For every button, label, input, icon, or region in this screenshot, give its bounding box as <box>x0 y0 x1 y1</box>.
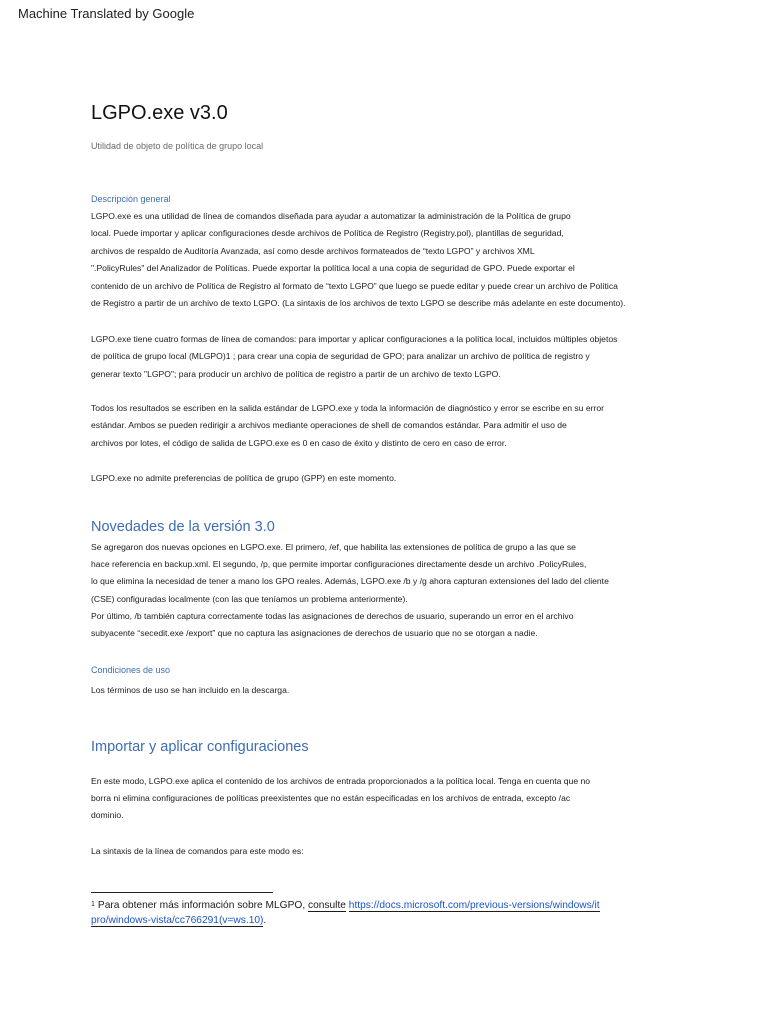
text-line: En este modo, LGPO.exe aplica el contenido de los archivos de entrada proporcionados a la política local. Tenga en cuenta que no <box>91 776 591 786</box>
footnote-line-2 <box>91 913 600 928</box>
text-line: archivos de respaldo de Auditoría Avanzada, así como desde archivos formateados de “texto LGPO” y archivos XML <box>91 245 535 256</box>
text-line: LGPO.exe es una utilidad de línea de comandos diseñada para ayudar a automatizar la administración de la Política de grupo <box>91 211 571 221</box>
text-line: Se agregaron dos nuevas opciones en LGPO.exe. El primero, /ef, que habilita las extensiones de política de grupo a las que se <box>91 542 576 552</box>
whats-new-paragraph <box>91 539 691 642</box>
text-line: estándar. Ambos se pueden redirigir a archivos mediante operaciones de shell de comandos estándar. Para admitir el uso de <box>91 420 567 431</box>
terms-heading: Condiciones de uso <box>91 665 171 675</box>
import-heading: Importar y aplicar configuraciones <box>91 739 309 755</box>
overview-paragraph-4: LGPO.exe no admite preferencias de política de grupo (GPP) en este momento. <box>91 473 397 483</box>
text-line: LGPO.exe tiene cuatro formas de línea de comandos: para importar y aplicar configuraciones a la política local, incluidos múltiples objetos <box>91 334 618 344</box>
import-paragraph <box>91 773 691 825</box>
footnote-separator <box>91 892 273 893</box>
text-line: borra ni elimina configuraciones de políticas preexistentes que no están especificadas en los archivos de entrada, excepto /ac <box>91 793 571 804</box>
text-line: subyacente “secedit.exe /export” que no captura las asignaciones de derechos de usuario que no se otorgan a nadie. <box>91 627 538 638</box>
footnote-end: . <box>263 915 267 926</box>
whats-new-heading: Novedades de la versión 3.0 <box>91 519 275 535</box>
text-line: hace referencia en backup.xml. El segundo, /p, que permite importar configuraciones directamente desde un archivo .PolicyRules, <box>91 559 587 570</box>
footnote <box>91 898 600 928</box>
overview-paragraph-2 <box>91 331 691 383</box>
text-line: Por último, /b también captura correctamente todas las asignaciones de derechos de usuario, superando un error en el archivo <box>91 610 574 621</box>
overview-heading: Descripción general <box>91 194 171 204</box>
text-line: ".PolicyRules" del Analizador de Políticas. Puede exportar la política local a una copia de seguridad de GPO. Puede exportar el <box>91 263 575 274</box>
footnote-link-continued[interactable]: pro/windows-vista/cc766291(v=ws.10) <box>91 915 264 926</box>
text-line: dominio. <box>91 810 124 821</box>
footnote-line-1 <box>91 898 600 913</box>
text-line: lo que elimina la necesidad de tener a mano los GPO reales. Además, LGPO.exe /b y /g ahora capturan extensiones del lado del cliente <box>91 576 609 587</box>
import-syntax-text: La sintaxis de la línea de comandos para este modo es: <box>91 846 304 856</box>
terms-text: Los términos de uso se han incluido en la descarga. <box>91 685 290 695</box>
text-line: Todos los resultados se escriben en la salida estándar de LGPO.exe y toda la información de diagnóstico y error se escribe en su error <box>91 403 605 413</box>
text-line: contenido de un archivo de Política de Registro al formato de “texto LGPO” que luego se puede editar y puede crear un archivo de Política <box>91 280 618 291</box>
text-line: local. Puede importar y aplicar configuraciones desde archivos de Política de Registro (Registry.pol), plantillas de seguridad, <box>91 228 564 239</box>
page-title: LGPO.exe v3.0 <box>91 102 228 124</box>
text-line: generar texto "LGPO"; para producir un archivo de política de registro a partir de un archivo de texto LGPO. <box>91 368 501 379</box>
text-line: (CSE) configuradas localmente (con las que teníamos un problema anteriormente). <box>91 593 408 604</box>
footnote-number: 1 <box>91 901 95 908</box>
text-line: de Registro a partir de un archivo de texto LGPO. (La sintaxis de los archivos de texto LGPO se describe más adelante en este documento). <box>91 297 626 308</box>
machine-translation-banner: Machine Translated by Google <box>18 6 195 21</box>
footnote-link[interactable]: https://docs.microsoft.com/previous-versions/windows/it <box>348 900 600 911</box>
footnote-consult: consulte <box>308 900 346 911</box>
footnote-text: Para obtener más información sobre MLGPO, <box>97 900 306 911</box>
text-line: de política de grupo local (MLGPO)1 ; para crear una copia de seguridad de GPO; para analizar un archivo de política de registro y <box>91 351 590 362</box>
overview-paragraph-3 <box>91 400 691 452</box>
text-line: archivos por lotes, el código de salida de LGPO.exe es 0 en caso de éxito y distinto de cero en caso de error. <box>91 437 507 448</box>
overview-paragraph-1 <box>91 208 691 312</box>
page-subtitle: Utilidad de objeto de política de grupo local <box>91 141 264 151</box>
